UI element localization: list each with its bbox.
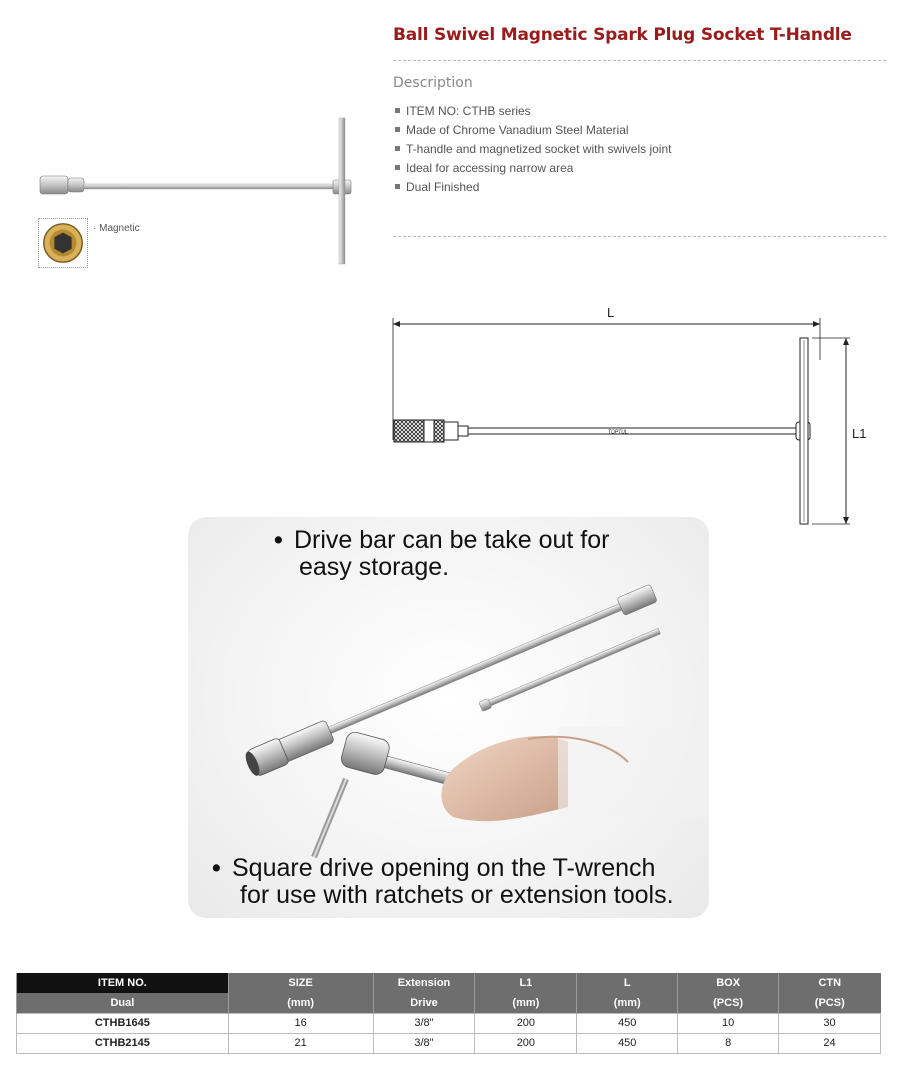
column-subheader: (PCS) [779, 993, 881, 1013]
feature-item: Ideal for accessing narrow area [395, 160, 671, 179]
bullet-icon: • [212, 854, 221, 882]
table-cell: 24 [779, 1033, 881, 1053]
table-cell: 3/8" [373, 1013, 475, 1033]
column-header: L1 [475, 973, 577, 993]
feature-item: Made of Chrome Vanadium Steel Material [395, 122, 671, 141]
table-cell: 21 [228, 1033, 373, 1053]
table-cell: 450 [577, 1033, 678, 1053]
column-header: SIZE [228, 973, 373, 993]
spec-table [16, 973, 881, 1054]
dimension-diagram [388, 300, 888, 540]
column-subheader: Drive [373, 993, 475, 1013]
promo-text-storage [274, 527, 609, 581]
column-header: Extension [373, 973, 475, 993]
feature-promo-panel [188, 517, 709, 918]
description-heading: Description [393, 75, 473, 91]
column-header: ITEM NO. [17, 973, 229, 993]
divider [393, 236, 886, 237]
promo-line: Drive bar can be take out for [294, 526, 610, 554]
table-cell: 10 [678, 1013, 779, 1033]
table-cell: CTHB1645 [17, 1013, 229, 1033]
table-cell: 450 [577, 1013, 678, 1033]
table-cell: 200 [475, 1033, 577, 1053]
dimension-label-l1: L1 [852, 426, 867, 441]
promo-text-square-drive [212, 855, 674, 909]
column-header: BOX [678, 973, 779, 993]
divider [393, 60, 886, 61]
column-subheader: (mm) [228, 993, 373, 1013]
column-subheader: (mm) [475, 993, 577, 1013]
column-subheader: (mm) [577, 993, 678, 1013]
table-row [17, 1033, 881, 1053]
brand-engraving: TOPTUL [608, 429, 628, 436]
table-cell: 200 [475, 1013, 577, 1033]
promo-line: Square drive opening on the T-wrench [232, 854, 656, 882]
table-cell: 3/8" [373, 1033, 475, 1053]
column-subheader: Dual [17, 993, 229, 1013]
magnetic-socket-thumbnail[interactable] [38, 218, 88, 268]
bullet-icon: • [274, 526, 283, 554]
feature-item: Dual Finished [395, 179, 671, 198]
promo-line: for use with ratchets or extension tools. [240, 881, 674, 909]
column-subheader: (PCS) [678, 993, 779, 1013]
dimension-label-l: L [607, 305, 615, 320]
table-header-row [17, 993, 881, 1013]
table-cell: CTHB2145 [17, 1033, 229, 1053]
column-header: CTN [779, 973, 881, 993]
promo-line: easy storage. [299, 553, 450, 581]
feature-list [395, 103, 671, 198]
table-cell: 8 [678, 1033, 779, 1053]
table-cell: 30 [779, 1013, 881, 1033]
table-header-row [17, 973, 881, 993]
product-title: Ball Swivel Magnetic Spark Plug Socket T-Handle [393, 25, 852, 45]
column-header: L [577, 973, 678, 993]
feature-item: ITEM NO: CTHB series [395, 103, 671, 122]
table-row [17, 1013, 881, 1033]
thumbnail-label: · Magnetic [93, 223, 140, 234]
feature-item: T-handle and magnetized socket with swivels joint [395, 141, 671, 160]
table-cell: 16 [228, 1013, 373, 1033]
